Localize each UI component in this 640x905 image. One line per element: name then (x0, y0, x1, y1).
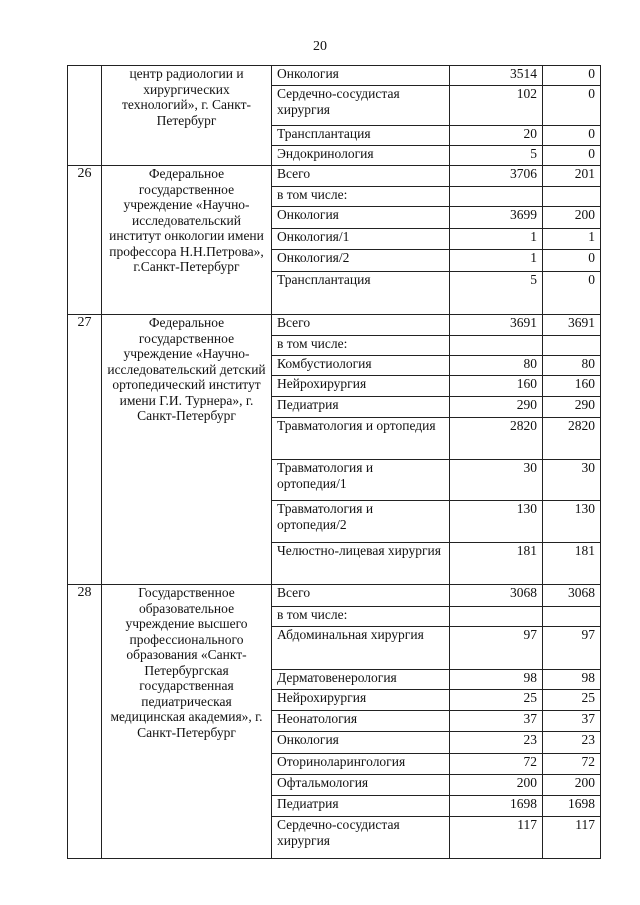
value-secondary: 160 (543, 376, 601, 397)
institution-name: Федеральное государственное учреждение «Научно-исследовательский детский ортопедический институт имени Г.И. Турнера», г. Санкт-Петербург (102, 315, 272, 585)
value-total: 3699 (450, 207, 543, 229)
value-total (450, 607, 543, 627)
value-secondary (543, 336, 601, 356)
specialty-label: Онкология/2 (272, 250, 450, 272)
table-row (68, 166, 601, 187)
value-secondary: 200 (543, 207, 601, 229)
value-secondary: 80 (543, 356, 601, 376)
specialty-label: Сердечно-сосудистая хирургия (272, 817, 450, 859)
institution-number: 26 (68, 166, 102, 315)
institution-name: Федеральное государственное учреждение «Научно-исследовательский институт онкологии имени профессора Н.Н.Петрова», г.Санкт-Петербург (102, 166, 272, 315)
specialty-label: Комбустиология (272, 356, 450, 376)
page-number: 20 (313, 39, 327, 54)
value-total: 3068 (450, 585, 543, 607)
value-total: 160 (450, 376, 543, 397)
specialty-label: Травматология и ортопедия (272, 418, 450, 460)
value-secondary: 3068 (543, 585, 601, 607)
institution-number (68, 66, 102, 166)
value-secondary: 98 (543, 670, 601, 690)
value-total: 3691 (450, 315, 543, 336)
specialty-label: Эндокринология (272, 146, 450, 166)
specialty-label: Педиатрия (272, 796, 450, 817)
value-secondary: 0 (543, 86, 601, 126)
institution-name: Государственное образовательное учреждение высшего профессионального образования «Санкт-Петербургская государственная педиатрическая медицинская академия», г. Санкт-Петербург (102, 585, 272, 859)
specialty-label: Онкология (272, 66, 450, 86)
value-secondary: 201 (543, 166, 601, 187)
specialty-label: в том числе: (272, 187, 450, 207)
value-total: 117 (450, 817, 543, 859)
value-secondary: 37 (543, 711, 601, 732)
value-total: 200 (450, 775, 543, 796)
specialty-label: Травматология и ортопедия/2 (272, 501, 450, 543)
specialty-label: Трансплантация (272, 126, 450, 146)
specialty-label: в том числе: (272, 607, 450, 627)
table-row (68, 315, 601, 336)
value-total: 30 (450, 460, 543, 501)
value-secondary: 2820 (543, 418, 601, 460)
value-total: 80 (450, 356, 543, 376)
specialty-label: Нейрохирургия (272, 376, 450, 397)
institution-number: 27 (68, 315, 102, 585)
value-secondary: 1698 (543, 796, 601, 817)
institution-name: центр радиологии и хирургических технологий», г. Санкт-Петербург (102, 66, 272, 166)
value-secondary: 3691 (543, 315, 601, 336)
specialty-label: Всего (272, 166, 450, 187)
specialty-label: Педиатрия (272, 397, 450, 418)
value-total: 1 (450, 250, 543, 272)
value-total: 72 (450, 754, 543, 775)
specialty-label: Челюстно-лицевая хирургия (272, 543, 450, 585)
value-secondary: 0 (543, 272, 601, 315)
specialty-label: Онкология (272, 207, 450, 229)
value-secondary: 130 (543, 501, 601, 543)
table-body (68, 66, 601, 859)
value-total: 1 (450, 229, 543, 250)
value-secondary: 181 (543, 543, 601, 585)
value-total: 20 (450, 126, 543, 146)
value-secondary: 0 (543, 250, 601, 272)
value-secondary (543, 187, 601, 207)
specialty-label: Офтальмология (272, 775, 450, 796)
value-total: 37 (450, 711, 543, 732)
value-secondary (543, 607, 601, 627)
specialty-label: Онкология (272, 732, 450, 754)
specialty-label: Сердечно-сосудистая хирургия (272, 86, 450, 126)
value-secondary: 0 (543, 146, 601, 166)
specialty-label: Нейрохирургия (272, 690, 450, 711)
specialty-label: Неонатология (272, 711, 450, 732)
specialty-label: Онкология/1 (272, 229, 450, 250)
value-total: 130 (450, 501, 543, 543)
value-secondary: 23 (543, 732, 601, 754)
value-secondary: 25 (543, 690, 601, 711)
allocation-table (67, 65, 601, 859)
table-row (68, 585, 601, 607)
specialty-label: в том числе: (272, 336, 450, 356)
value-secondary: 0 (543, 66, 601, 86)
specialty-label: Всего (272, 315, 450, 336)
specialty-label: Всего (272, 585, 450, 607)
value-secondary: 0 (543, 126, 601, 146)
value-total: 23 (450, 732, 543, 754)
value-total (450, 336, 543, 356)
value-secondary: 117 (543, 817, 601, 859)
value-total: 5 (450, 272, 543, 315)
specialty-label: Трансплантация (272, 272, 450, 315)
specialty-label: Абдоминальная хирургия (272, 627, 450, 670)
specialty-label: Дерматовенерология (272, 670, 450, 690)
value-total: 25 (450, 690, 543, 711)
value-total: 2820 (450, 418, 543, 460)
value-secondary: 200 (543, 775, 601, 796)
value-total: 5 (450, 146, 543, 166)
specialty-label: Травматология и ортопедия/1 (272, 460, 450, 501)
value-secondary: 72 (543, 754, 601, 775)
value-total: 102 (450, 86, 543, 126)
value-secondary: 97 (543, 627, 601, 670)
table-row (68, 66, 601, 86)
value-secondary: 1 (543, 229, 601, 250)
institution-number: 28 (68, 585, 102, 859)
value-total: 1698 (450, 796, 543, 817)
value-total: 3706 (450, 166, 543, 187)
value-total: 3514 (450, 66, 543, 86)
value-total: 97 (450, 627, 543, 670)
specialty-label: Оториноларингология (272, 754, 450, 775)
value-total: 181 (450, 543, 543, 585)
value-secondary: 30 (543, 460, 601, 501)
value-total: 290 (450, 397, 543, 418)
value-total: 98 (450, 670, 543, 690)
value-secondary: 290 (543, 397, 601, 418)
value-total (450, 187, 543, 207)
